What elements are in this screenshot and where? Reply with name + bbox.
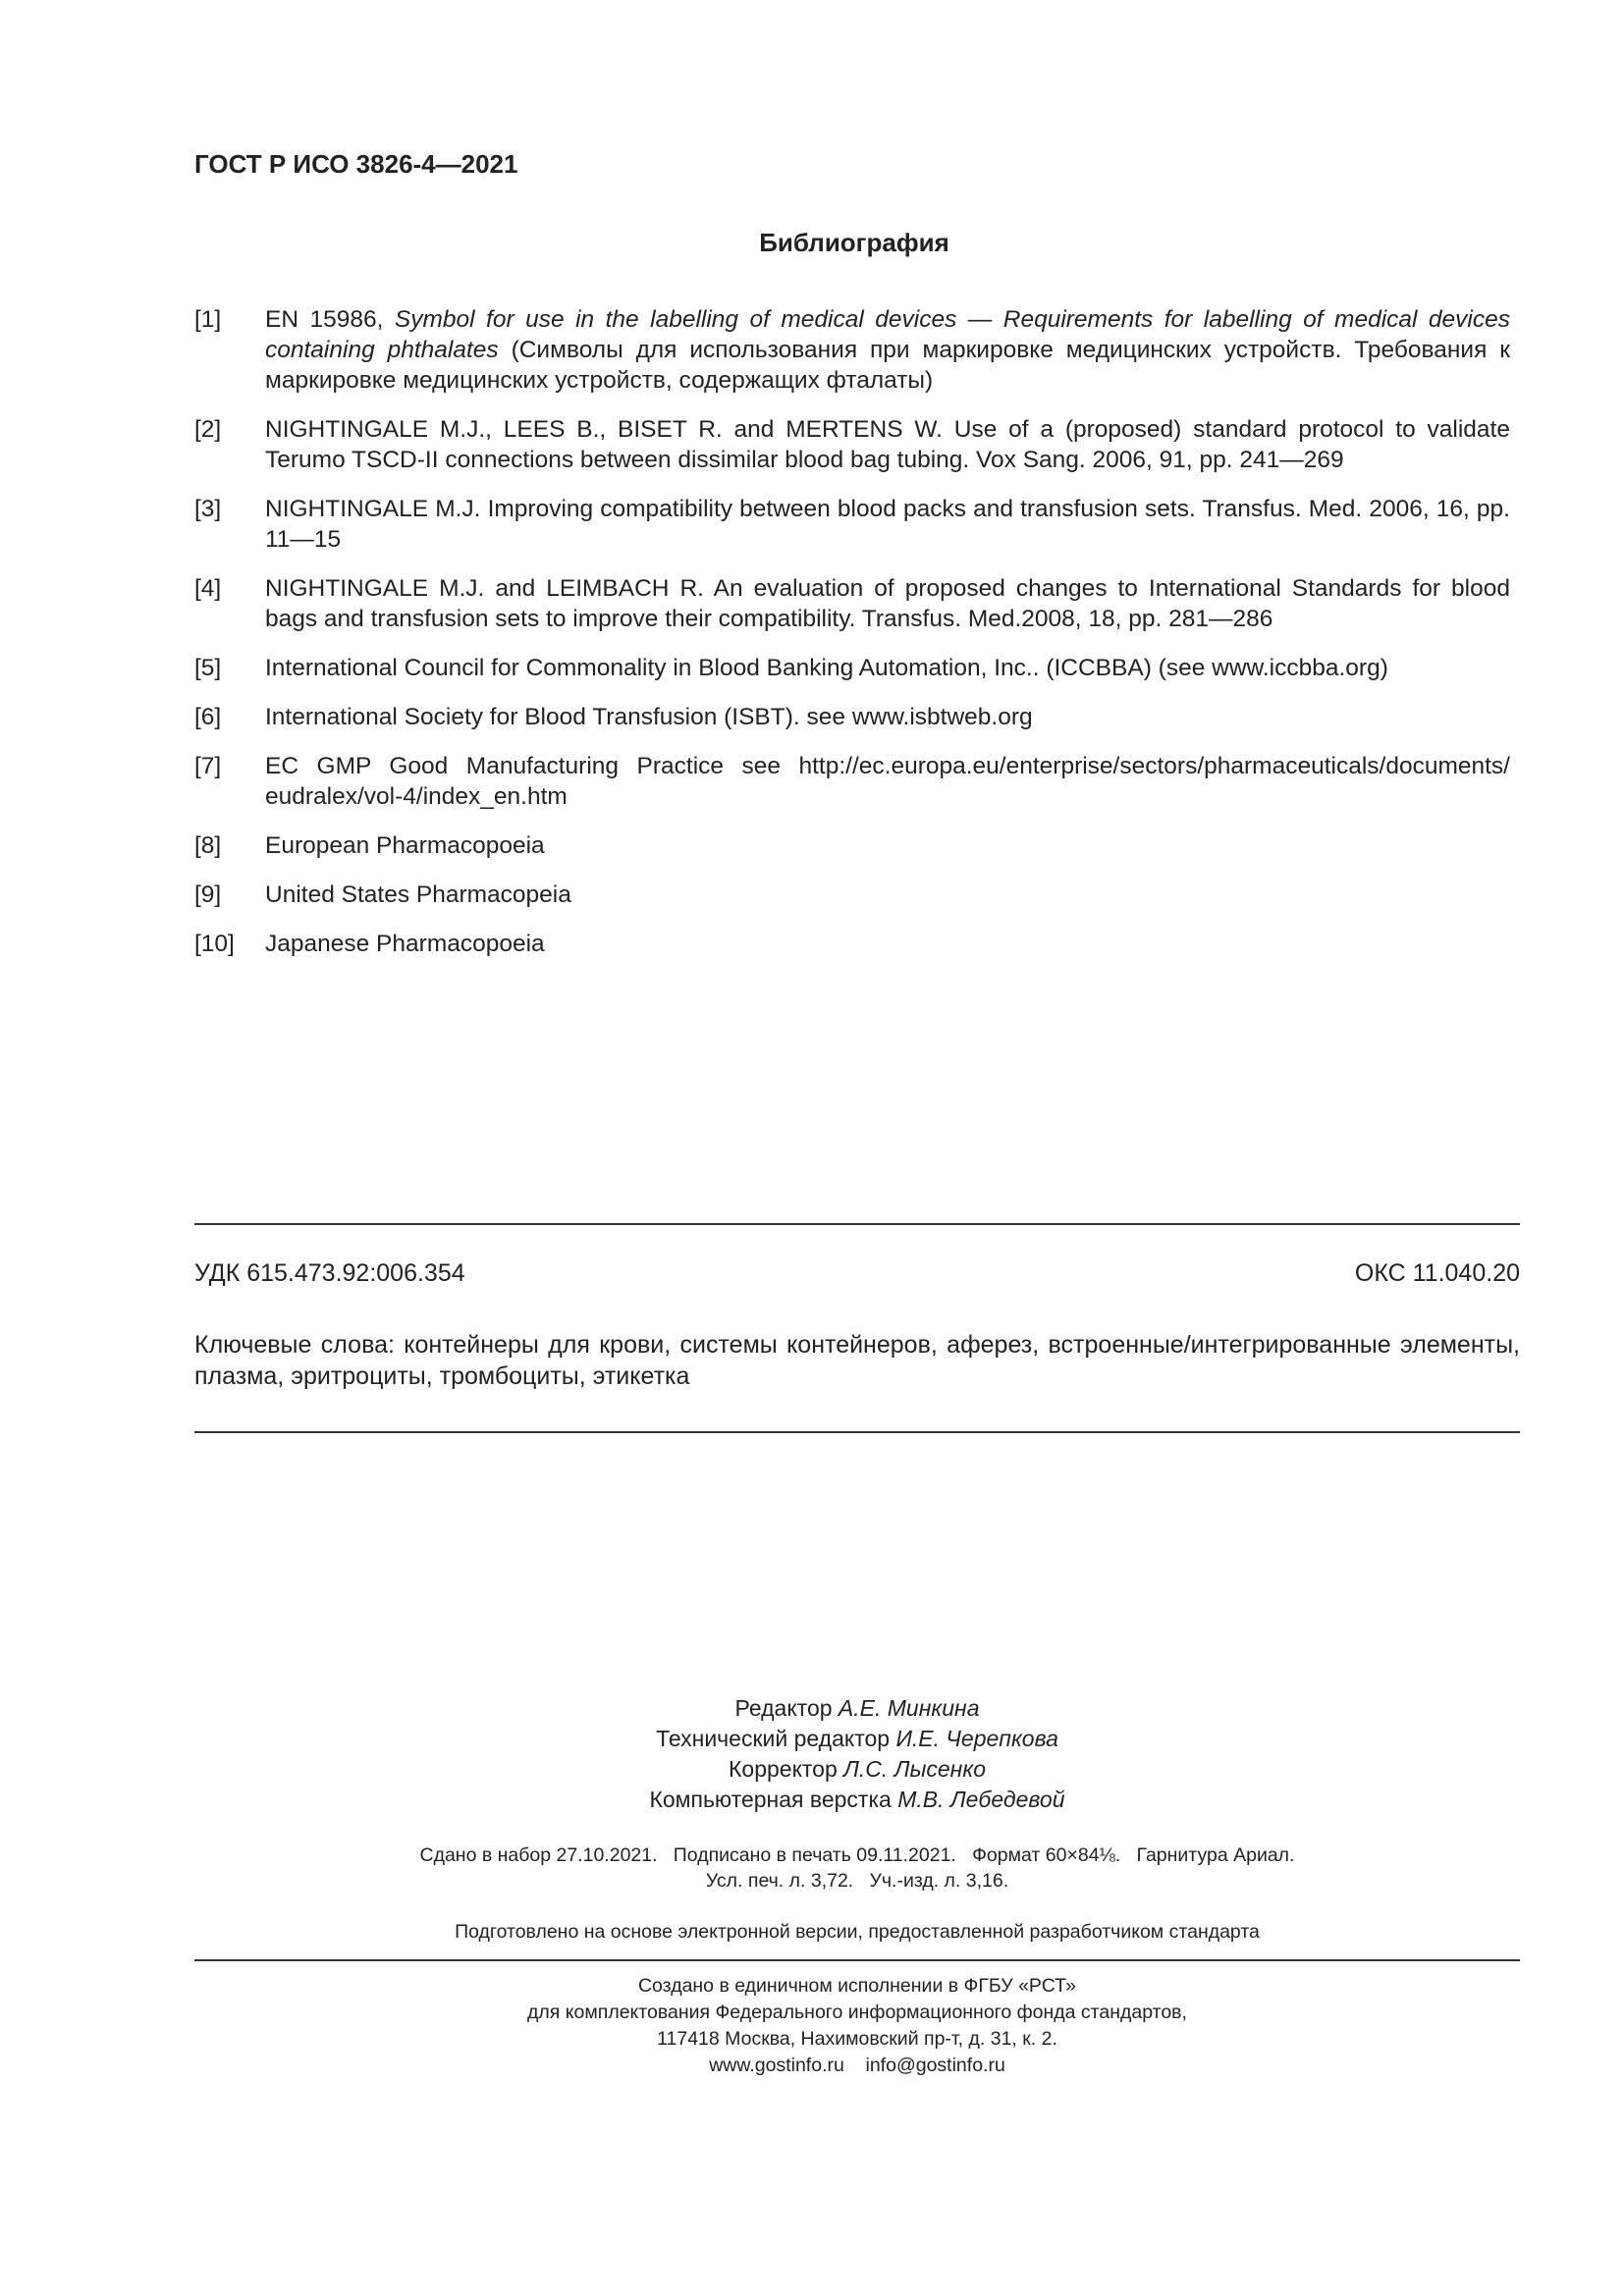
- credits-block: [194, 1693, 1520, 1815]
- bibliography-item-text: International Society for Blood Transfusion (ISBT). see www.isbtweb.org: [265, 704, 1033, 730]
- bibliography-item-text: United States Pharmacopeia: [265, 881, 571, 908]
- publisher-line: Создано в единичном исполнении в ФГБУ «РСТ»: [637, 1975, 1077, 1997]
- bibliography-item-number: [2]: [194, 416, 222, 443]
- credit-editor: Редактор А.Е. Минкина: [734, 1695, 980, 1721]
- keywords: Ключевые слова: контейнеры для крови, системы контейнеров, аферез, встроенные/интегрированные элементы, плазма, эритроциты, тромбоциты, этикетка: [194, 1331, 1520, 1390]
- oks-code: ОКС 11.040.20: [1354, 1259, 1520, 1287]
- bibliography-item-number: [8]: [194, 832, 222, 859]
- divider: [194, 1959, 1520, 1961]
- print-info-line: Сдано в набор 27.10.2021. Подписано в печать 09.11.2021. Формат 60×84⅛. Гарнитура Ариал.: [419, 1844, 1295, 1866]
- publisher-address: 117418 Москва, Нахимовский пр-т, д. 31, к. 2.: [657, 2028, 1057, 2050]
- credit-proofreader: Корректор Л.С. Лысенко: [729, 1756, 986, 1782]
- bibliography-item-number: [10]: [194, 931, 235, 957]
- bibliography-item-text: EC GMP Good Manufacturing Practice see http://ec.europa.eu/enterprise/sectors/pharmaceuticals/documents/ eudralex/vol-4/index_en.htm: [265, 753, 1510, 810]
- bibliography-item-number: [7]: [194, 753, 222, 779]
- print-info: [194, 1842, 1520, 1894]
- credit-tech-editor: Технический редактор И.Е. Черепкова: [656, 1726, 1058, 1751]
- bibliography-title: Библиография: [759, 228, 949, 257]
- divider: [194, 1431, 1520, 1433]
- bibliography-item: [194, 494, 1510, 555]
- bibliography-item-text: NIGHTINGALE M.J., LEES B., BISET R. and MERTENS W. Use of a (proposed) standard protocol to validate Terumo TSCD-II connections between dissimilar blood bag tubing. Vox Sang. 2006, 91, pp. 241—269: [265, 416, 1510, 473]
- bibliography-item-number: [3]: [194, 496, 222, 522]
- publisher-links: www.gostinfo.ru info@gostinfo.ru: [709, 2055, 1005, 2076]
- bibliography-item: [194, 414, 1510, 475]
- document-code: ГОСТ Р ИСО 3826-4—2021: [194, 149, 518, 179]
- bibliography-item-text: EN 15986, Symbol for use in the labelling of medical devices — Requirements for labelling of medical devices containing phthalates (Символы для использования при маркировке медицинских устройств. Требования к маркировке медицинских устройств, содержащих фталаты): [265, 306, 1511, 394]
- bibliography-item-number: [1]: [194, 306, 222, 333]
- udk-code: УДК 615.473.92:006.354: [194, 1259, 465, 1287]
- bibliography-item-text: Japanese Pharmacopoeia: [265, 931, 545, 957]
- bibliography-item: [194, 880, 1510, 910]
- bibliography-item: [194, 573, 1510, 634]
- bibliography-item-text: NIGHTINGALE M.J. and LEIMBACH R. An evaluation of proposed changes to International Standards for blood bags and transfusion sets to improve their compatibility. Transfus. Med.2008, 18, pp. 281—286: [265, 575, 1510, 632]
- bibliography-item: [194, 702, 1510, 732]
- bibliography-item: [194, 830, 1510, 861]
- credit-layout: Компьютерная верстка М.В. Лебедевой: [649, 1787, 1065, 1812]
- bibliography-item: [194, 929, 1510, 959]
- bibliography-item: [194, 751, 1510, 812]
- bibliography-item-title: Symbol for use in the labelling of medical devices — Requirements for labelling of medical devices containing phthalates: [265, 306, 1510, 363]
- bibliography-item-number: [4]: [194, 575, 222, 602]
- bibliography-item-text: International Council for Commonality in Blood Banking Automation, Inc.. (ICCBBA) (see www.iccbba.org): [265, 655, 1388, 681]
- bibliography-item-number: [6]: [194, 704, 222, 730]
- bibliography-item-number: [5]: [194, 655, 222, 681]
- bibliography-item: [194, 304, 1510, 396]
- bibliography-list: [194, 304, 1510, 978]
- bibliography-item-number: [9]: [194, 881, 222, 908]
- publisher-info: [194, 1973, 1520, 2079]
- print-info-line: Усл. печ. л. 3,72. Уч.-изд. л. 3,16.: [705, 1870, 1009, 1892]
- publisher-line: для комплектования Федерального информационного фонда стандартов,: [527, 2002, 1187, 2023]
- divider: [194, 1223, 1520, 1225]
- bibliography-item-text: European Pharmacopoeia: [265, 832, 545, 859]
- bibliography-item: [194, 653, 1510, 683]
- prepared-note: Подготовлено на основе электронной версии, предоставленной разработчиком стандарта: [455, 1921, 1260, 1943]
- bibliography-item-text: NIGHTINGALE M.J. Improving compatibility between blood packs and transfusion sets. Transfus. Med. 2006, 16, pp. 11—15: [265, 496, 1510, 553]
